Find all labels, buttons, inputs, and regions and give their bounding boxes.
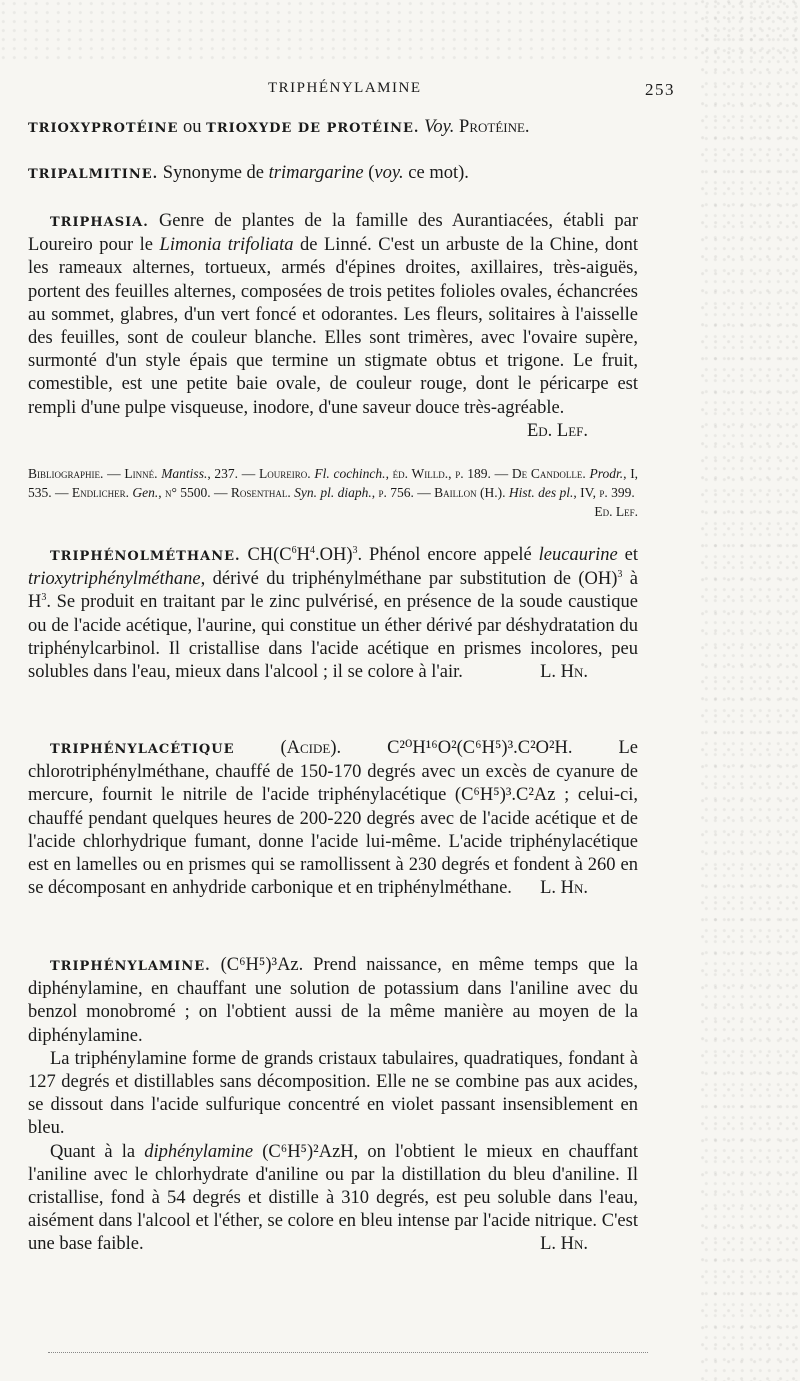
joiner: ou xyxy=(183,117,202,137)
qualifier: (Acide). xyxy=(280,738,342,758)
biblio-title: Gen. xyxy=(132,485,159,500)
running-head xyxy=(28,80,696,104)
author-signature: Ed. Lef. xyxy=(594,504,638,519)
headword-alt: TRIOXYDE DE PROTÉINE. xyxy=(206,121,420,136)
biblio-author: — Linné. xyxy=(107,466,158,481)
entry-triphenolmethane xyxy=(28,544,638,684)
voy-ref: Voy. xyxy=(424,117,455,137)
author-signature: L. Hn. xyxy=(540,1234,588,1255)
biblio-title: Mantiss. xyxy=(161,466,208,481)
bibliography xyxy=(28,464,638,521)
entry-triphenylamine xyxy=(28,954,638,1257)
headword: TRIPHÉNOLMÉTHANE. xyxy=(50,549,241,564)
headword: TRIPALMITINE. xyxy=(28,167,159,182)
entry-paragraph: La triphénylamine forme de grands cristaux tabulaires, quadratiques, fondant à 127 degrés et distillables sans décomposition. Elle ne se combine pas aux acides, se dissout dans l'acide sulfurique concentré en violet passant insensiblement en bleu. xyxy=(28,1048,638,1139)
term: trimargarine xyxy=(268,163,364,183)
biblio-ref: , IV, p. 399. xyxy=(573,485,635,500)
biblio-title: Prodr. xyxy=(589,466,624,481)
cross-ref: Protéine. xyxy=(459,117,530,137)
entry-triphasia xyxy=(28,210,638,443)
biblio-title: Hist. des pl. xyxy=(508,485,574,500)
bottom-rule xyxy=(48,1352,648,1353)
entry-text-end: ce mot). xyxy=(408,163,469,183)
dictionary-page xyxy=(28,0,696,1381)
conjunction: et xyxy=(624,545,639,565)
entry-text-cont: de Linné. C'est un arbuste de la Chine, dont les rameaux alternes, tortueux, armés d'épines droites, axillaires, très-aiguës, portent des feuilles alternes, composées de trois petites folioles ovales, échancrées au sommet, glabres, d'un vert foncé et odorantes. Les fleurs, solitaires à l'aisselle des feuilles, sont de couleur blanche. Elles sont trimères, avec l'ovaire supère, surmonté d'un style épais que termine un stigmate obtus et trigone. Le fruit, comestible, est une petite baie ovale, de couleur rouge, dont le péricarpe est rempli d'une pulpe visqueuse, inodore, d'une saveur douce très-agréable. xyxy=(28,235,639,418)
scan-noise-right-margin xyxy=(700,0,800,1381)
biblio-title: Syn. pl. diaph. xyxy=(294,485,372,500)
entry-trioxyproteine xyxy=(28,116,638,140)
page-number: 253 xyxy=(645,80,675,99)
headword: TRIOXYPROTÉINE xyxy=(28,121,179,136)
biblio-ref: , p. 756. — Baillon (H.). xyxy=(371,485,506,500)
headword: TRIPHASIA. xyxy=(50,215,149,230)
running-head-title: TRIPHÉNYLAMINE xyxy=(268,80,422,96)
headword: TRIPHÉNYLAMINE. xyxy=(50,959,211,974)
term: trioxytriphénylméthane xyxy=(28,569,201,590)
entry-text: Phénol encore appelé xyxy=(369,545,532,565)
entry-text-cont: à H xyxy=(28,569,638,613)
formula: $CH(C^6H^4.OH)^3$. xyxy=(247,544,363,565)
author-signature: Ed. Lef. xyxy=(526,420,588,441)
entry-text-cont: , dérivé du triphénylméthane par substitution de (OH) xyxy=(200,569,618,590)
biblio-ref: , 237. — Loureiro. xyxy=(207,466,311,481)
entry-triphenylacetique xyxy=(28,737,638,900)
formula: (C⁶H⁵)³Az. xyxy=(220,955,304,975)
term: diphénylamine xyxy=(144,1141,254,1162)
voy-ref: voy. xyxy=(374,163,404,183)
species-name: Limonia trifoliata xyxy=(159,235,294,256)
headword: TRIPHÉNYLACÉTIQUE xyxy=(50,742,235,757)
biblio-ref: , I, 535. — Endlicher. xyxy=(28,466,639,500)
term: leucaurine xyxy=(538,545,618,565)
entry-text: Genre de plantes de la famille des Aurantiacées, établi par Loureiro pour le xyxy=(28,211,638,256)
entry-paragraph: L'acide triphénylacétique est en lamelles ou en prismes qui se ramollissent à 230 degrés et fondent à 260 en se décomposant en anhydride carbonique et en triphénylméthane. xyxy=(28,831,638,899)
formula: C²⁰H¹⁶O²(C⁶H⁵)³.C²O²H. xyxy=(387,738,573,758)
entry-text: Synonyme de xyxy=(162,163,265,183)
entry-text: Le chlorotriphénylméthane, chauffé de 150-170 degrés avec un excès de cyanure de mercure, fournit le nitrile de l'acide triphénylacétique (C⁶H⁵)³.C²Az ; celui-ci, chauffé pendant quelques heures de 200-220 degrés avec de l'acide acétique et de l'acide chlorhydrique fumant, donne l'acide lui-même. xyxy=(28,738,638,852)
biblio-title: Fl. cochinch. xyxy=(314,466,386,481)
entry-text: Prend naissance, en même temps que la diphénylamine, en chauffant une solution de potassium dans l'aniline avec du benzol monobromé ; on l'obtient aussi de la même manière au moyen de la diphénylamine. xyxy=(28,955,639,1046)
paren-open: ( xyxy=(368,163,375,183)
entry-paragraph-diphenylamine: Quant à la diphénylamine (C⁶H⁵)²AzH, on l'obtient le mieux en chauffant l'aniline avec le chlorhydrate d'aniline ou par la distillation du bleu d'aniline. Il cristallise, fond à 54 degrés et distille à 310 degrés, est peu soluble dans l'eau, aisément dans l'alcool et l'éther, se colore en bleu intense par l'acide nitrique. C'est une base faible. L. Hn. xyxy=(28,1141,638,1257)
superscript: 3 xyxy=(617,569,623,581)
biblio-ref: , éd. Willd., p. 189. — De Candolle. xyxy=(385,466,586,481)
author-signature: L. Hn. xyxy=(540,662,588,683)
bibliography-label: Bibliographie. xyxy=(28,466,104,481)
superscript: 3 xyxy=(41,592,47,604)
biblio-ref: , n° 5500. — Rosenthal. xyxy=(158,485,291,500)
entry-tripalmitine xyxy=(28,162,638,186)
entry-text-cont: . Se produit en traitant par le zinc pulvérisé, en présence de la soude caustique ou de l'acide acétique, l'aurine, qui constitue un éther dérivé par déshydratation du triphénylcarbinol. Il cristallise dans l'acide acétique en prismes incolores, peu solubles dans l'eau, mieux dans l'alcool ; il se colore à l'air. xyxy=(28,592,638,683)
author-signature: L. Hn. xyxy=(540,878,588,899)
